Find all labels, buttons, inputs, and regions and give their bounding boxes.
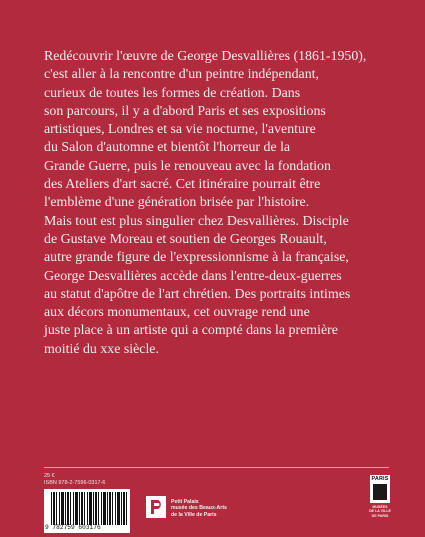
barcode-digits: 9 782759 603176: [45, 524, 101, 531]
blurb-line: au statut d'apôtre de l'art chrétien. Des portraits intimes: [44, 286, 351, 302]
publisher-line: de la Ville de Paris: [171, 511, 217, 518]
blurb-line: juste place à un artiste qui a compté dans la première: [44, 323, 338, 339]
paris-logo-word: PARIS: [371, 476, 389, 482]
blurb-line: aux décors monumentaux, cet ouvrage rend une: [44, 305, 310, 321]
blurb-line: son parcours, il y a d'abord Paris et ses expositions: [44, 103, 326, 119]
blurb-line: George Desvallières accède dans l'entre-deux-guerres: [44, 268, 342, 284]
blurb-line: autre grande figure de l'expressionnisme à la française,: [44, 250, 349, 266]
divider-rule: [44, 467, 389, 468]
barcode: [44, 489, 130, 533]
paris-sub-line: MUSÉES: [372, 505, 388, 509]
publisher-name: [171, 499, 227, 518]
blurb-line: du Salon d'automne et bientôt l'horreur de la: [44, 140, 291, 156]
petit-palais-p-logo-icon: [146, 496, 166, 518]
blurb-line: Grande Guerre, puis le renouveau avec la fondation: [44, 158, 331, 174]
publisher-line: Petit Palais: [171, 499, 199, 505]
blurb-line: c'est aller à la rencontre d'un peintre indépendant,: [44, 67, 319, 83]
publisher-line: musée des Beaux-Arts: [171, 505, 227, 512]
blurb-line: Redécouvrir l'œuvre de George Desvallières (1861-1950),: [44, 49, 367, 64]
paris-ship-icon: [373, 484, 387, 500]
paris-sub-line: DE LA VILLE: [369, 509, 391, 514]
barcode-bars: [51, 492, 127, 525]
paris-sub-line: DE PARIS: [371, 513, 389, 518]
blurb-line: moitié du xxe siècle.: [44, 341, 159, 357]
blurb-line: Mais tout est plus singulier chez Desvallières. Disciple: [44, 213, 349, 229]
blurb-line: de Gustave Moreau et soutien de Georges Rouault,: [44, 231, 327, 247]
paris-logo-icon: [370, 475, 390, 503]
back-cover-blurb: [44, 48, 389, 359]
blurb-line: curieux de toutes les formes de création. Dans: [44, 85, 301, 101]
isbn-label: ISBN 978-2-7596-0317-6: [44, 480, 106, 486]
price-label: 25 €: [44, 473, 55, 479]
blurb-line: des Ateliers d'art sacré. Cet itinéraire pourrait être: [44, 177, 321, 193]
blurb-line: artistiques, Londres et sa vie nocturne, l'aventure: [44, 122, 316, 138]
blurb-line: l'emblème d'une génération brisée par l'histoire.: [44, 195, 310, 211]
paris-musees-label: [366, 505, 394, 518]
